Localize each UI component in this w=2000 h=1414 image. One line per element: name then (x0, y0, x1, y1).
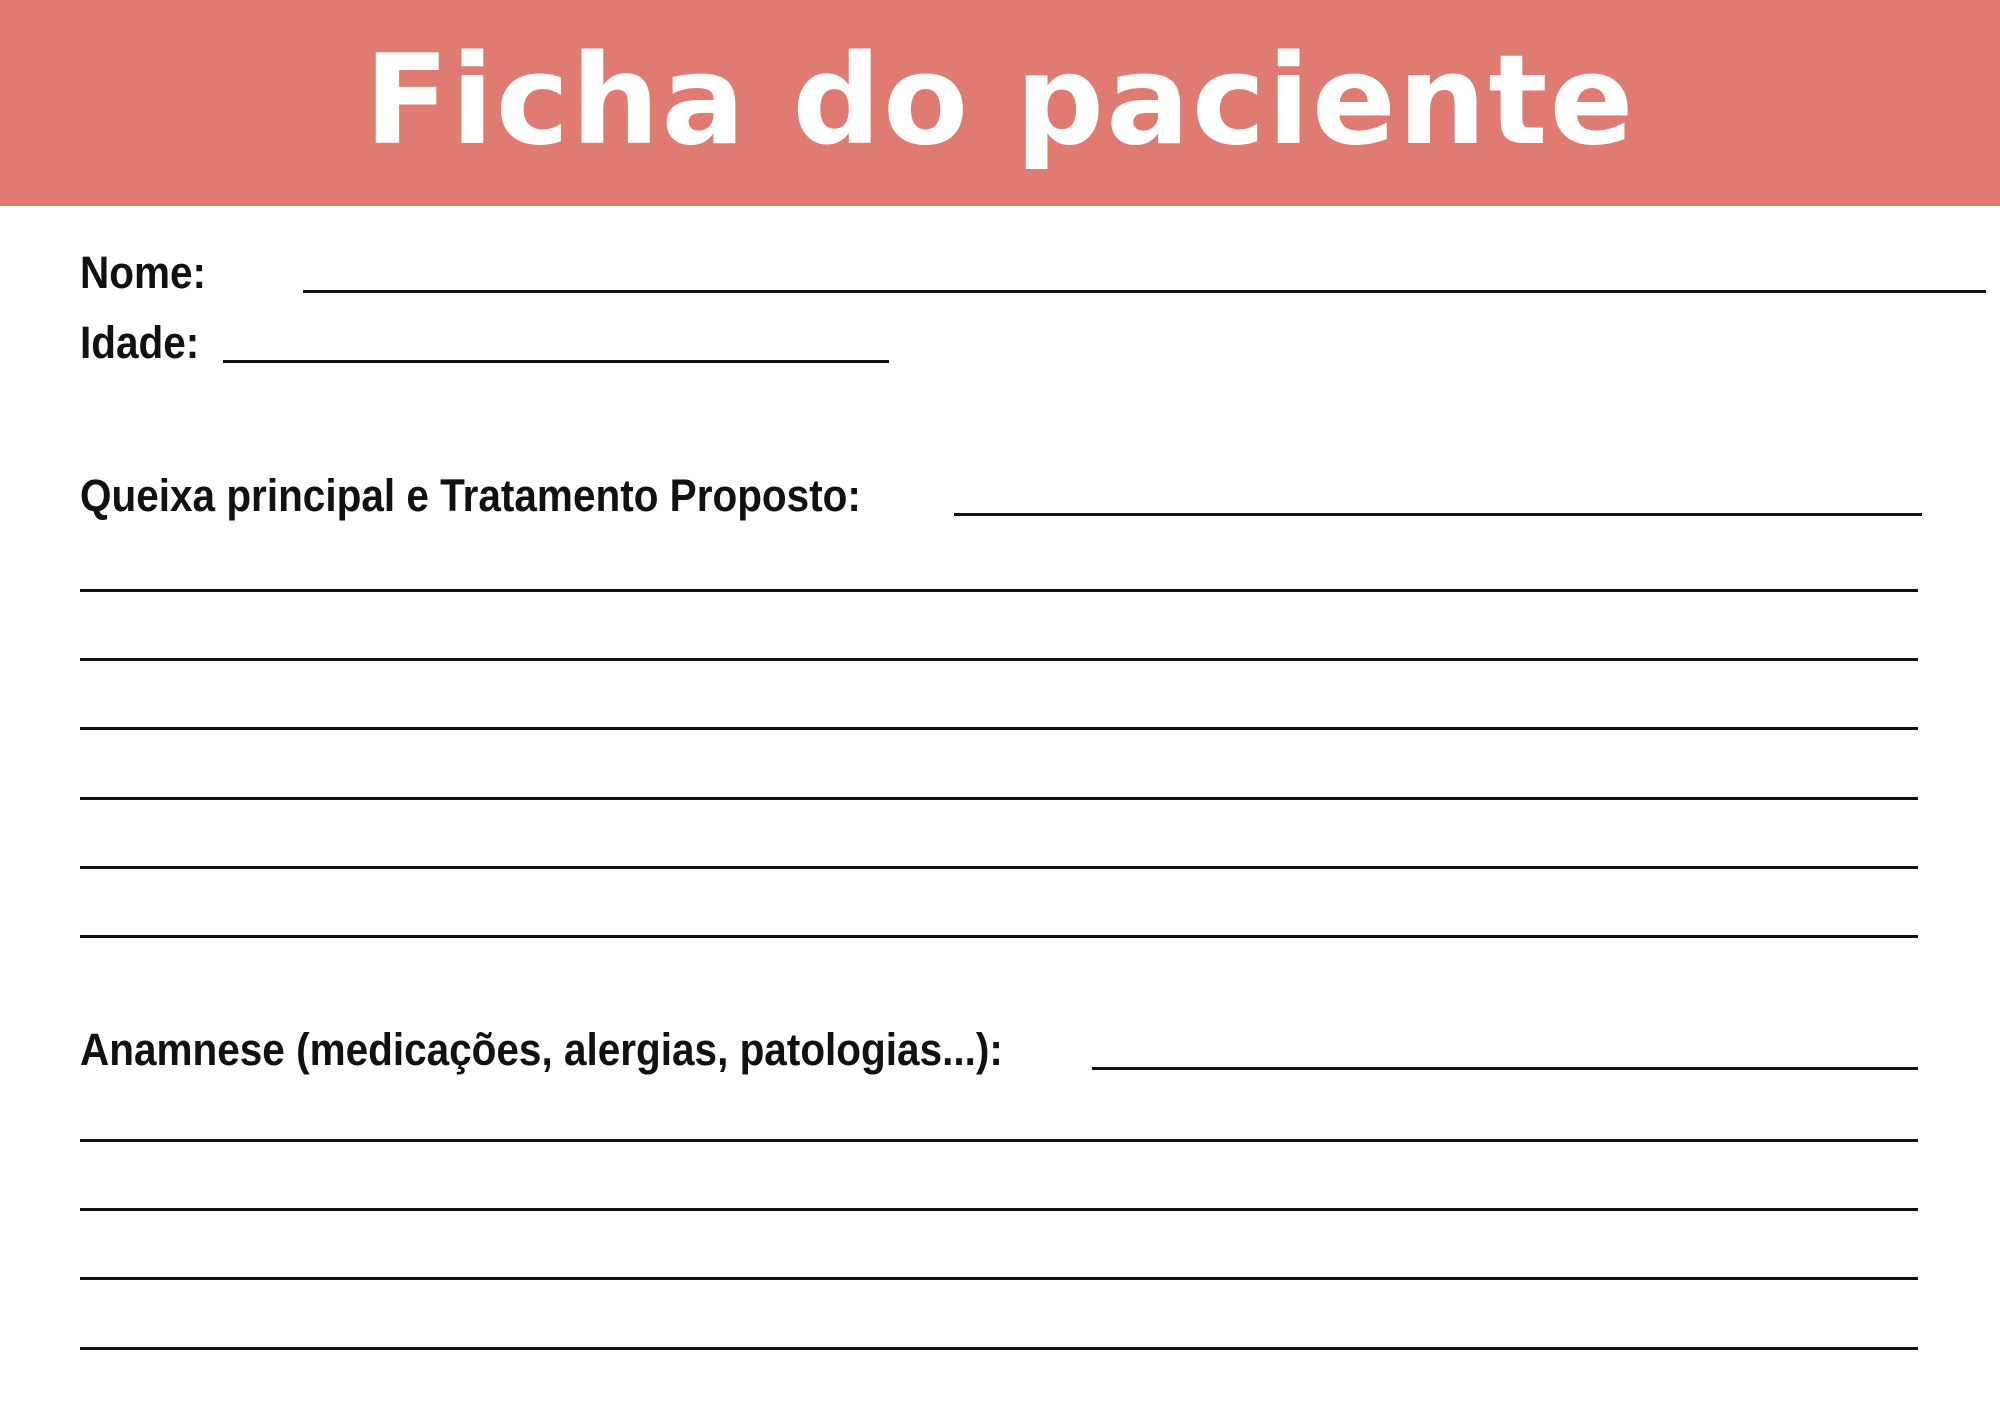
queixa-field[interactable] (954, 513, 1922, 516)
queixa-row (80, 468, 1922, 520)
queixa-line[interactable] (80, 797, 1918, 800)
nome-field[interactable] (303, 290, 1986, 293)
idade-field[interactable] (223, 360, 889, 363)
header-banner (0, 0, 2000, 206)
queixa-line[interactable] (80, 727, 1918, 730)
anamnese-field[interactable] (1092, 1067, 1918, 1070)
queixa-line[interactable] (80, 589, 1918, 592)
anamnese-line[interactable] (80, 1208, 1918, 1211)
idade-row (80, 315, 889, 367)
queixa-line[interactable] (80, 935, 1918, 938)
anamnese-line[interactable] (80, 1347, 1918, 1350)
anamnese-label: Anamnese (medicações, alergias, patologias...): (80, 1024, 1003, 1075)
anamnese-line[interactable] (80, 1139, 1918, 1142)
idade-label: Idade: (80, 317, 200, 368)
queixa-line[interactable] (80, 866, 1918, 869)
anamnese-row (80, 1022, 1918, 1074)
queixa-line[interactable] (80, 658, 1918, 661)
anamnese-line[interactable] (80, 1277, 1918, 1280)
nome-label: Nome: (80, 247, 207, 298)
page-title: Ficha do paciente (364, 29, 1636, 173)
queixa-label: Queixa principal e Tratamento Proposto: (80, 470, 861, 521)
nome-row (80, 245, 1986, 297)
